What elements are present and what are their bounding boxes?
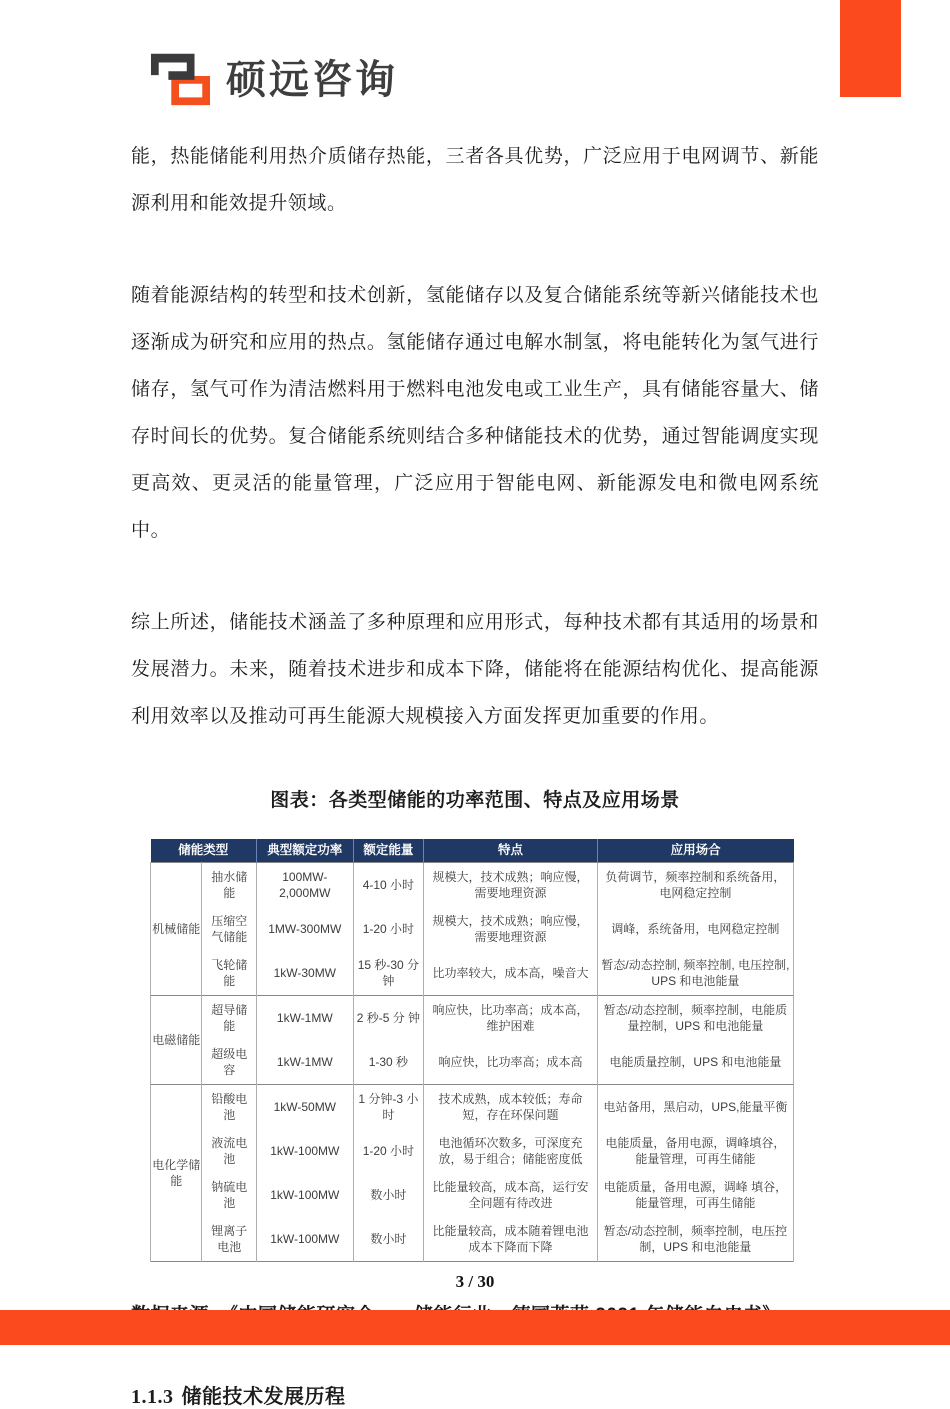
logo-text: 硕远咨询 [226,57,398,102]
table-header-cell: 额定能量 [353,839,424,863]
table-cell-applications: 暂态/动态控制，频率控制，电能质量控制，UPS 和电池能量 [597,996,793,1041]
table-cell-features: 技术成熟，成本较低；寿命短，存在环保问题 [424,1085,598,1130]
table-cell-power: 1kW-1MW [257,1040,353,1085]
table-cell-power: 1MW-300MW [257,907,353,951]
table-header-cell: 应用场合 [597,839,793,863]
table-cell-energy: 4-10 小时 [353,863,424,908]
table-cell-type: 钠硫电池 [202,1173,257,1217]
table-group-label: 机械储能 [151,863,202,996]
table-row [151,1040,794,1085]
table-cell-power: 1kW-1MW [257,996,353,1041]
table-cell-features: 规模大，技术成熟；响应慢，需要地理资源 [424,907,598,951]
table-cell-type: 压缩空气储能 [202,907,257,951]
body-paragraph: 能，热能储能利用热介质储存热能，三者各具优势，广泛应用于电网调节、新能源利用和能效提升领域。 [131,146,819,214]
body-paragraph: 综上所述，储能技术涵盖了多种原理和应用形式，每种技术都有其适用的场景和发展潜力。未来，随着技术进步和成本下降，储能将在能源结构优化、提高能源利用效率以及推动可再生能源大规模接入方面发挥更加重要的作用。 [131,612,819,727]
table-cell-applications: 电能质量控制，UPS 和电池能量 [597,1040,793,1085]
table-cell-energy: 2 秒-5 分 钟 [353,996,424,1041]
table-cell-type: 抽水储能 [202,863,257,908]
table-cell-energy: 15 秒-30 分钟 [353,951,424,996]
table-group-label: 电化学储能 [151,1085,202,1262]
section-title: 储能技术发展历程 [181,1386,346,1408]
table-row [151,1173,794,1217]
table-cell-type: 超级电容 [202,1040,257,1085]
logo-icon [148,47,212,112]
table-cell-applications: 电能质量，备用电源，调峰 填谷，能量管理，可再生储能 [597,1173,793,1217]
bottom-accent-bar [0,1310,950,1345]
table-cell-applications: 暂态/动态控制, 频率控制, 电压控制, UPS 和电池能量 [597,951,793,996]
document-content [131,133,819,1409]
table-cell-features: 规模大，技术成熟；响应慢，需要地理资源 [424,863,598,908]
table-cell-features: 比能量较高，成本随着锂电池成本下降而下降 [424,1217,598,1262]
table-cell-type: 铅酸电池 [202,1085,257,1130]
section-number: 1.1.3 [131,1386,174,1408]
table-cell-energy: 数小时 [353,1173,424,1217]
storage-table-wrap [150,839,794,1262]
table-cell-applications: 电站备用，黑启动，UPS,能量平衡 [597,1085,793,1130]
table-cell-applications: 电能质量，备用电源，调峰填谷，能量管理，可再生储能 [597,1129,793,1173]
table-cell-power: 1kW-30MW [257,951,353,996]
table-cell-power: 1kW-50MW [257,1085,353,1130]
table-cell-type: 超导储能 [202,996,257,1041]
table-cell-features: 响应快，比功率高；成本高，维护困难 [424,996,598,1041]
table-cell-power: 1kW-100MW [257,1217,353,1262]
page-number: 3 / 30 [455,1272,495,1291]
table-cell-energy: 1-20 小时 [353,1129,424,1173]
table-header-cell: 储能类型 [151,839,257,863]
table-row [151,951,794,996]
table-cell-applications: 暂态/动态控制，频率控制，电压控制，UPS 和电池能量 [597,1217,793,1262]
table-cell-type: 液流电池 [202,1129,257,1173]
table-cell-power: 1kW-100MW [257,1129,353,1173]
table-cell-energy: 数小时 [353,1217,424,1262]
body-paragraph: 随着能源结构的转型和技术创新，氢能储存以及复合储能系统等新兴储能技术也逐渐成为研究和应用的热点。氢能储存通过电解水制氢，将电能转化为氢气进行储存，氢气可作为清洁燃料用于燃料电池发电或工业生产，具有储能容量大、储存时间长的优势。复合储能系统则结合多种储能技术的优势，通过智能调度实现更高效、更灵活的能量管理，广泛应用于智能电网、新能源发电和微电网系统中。 [131,285,819,541]
table-cell-applications: 负荷调节，频率控制和系统备用，电网稳定控制 [597,863,793,908]
top-right-accent-block [840,0,901,97]
table-row [151,863,794,908]
table-header-cell: 特点 [424,839,598,863]
table-cell-type: 锂离子电池 [202,1217,257,1262]
table-cell-type: 飞轮储能 [202,951,257,996]
table-cell-features: 电池循环次数多，可深度充放，易于组合；储能密度低 [424,1129,598,1173]
table-cell-power: 1kW-100MW [257,1173,353,1217]
storage-table [150,839,794,1262]
table-cell-energy: 1-30 秒 [353,1040,424,1085]
table-row [151,1217,794,1262]
table-row [151,1085,794,1130]
figure-title: 图表：各类型储能的功率范围、特点及应用场景 [270,790,680,811]
table-cell-energy: 1-20 小时 [353,907,424,951]
table-cell-power: 100MW-2,000MW [257,863,353,908]
table-header-cell: 典型额定功率 [257,839,353,863]
logo [148,47,398,112]
table-group-label: 电磁储能 [151,996,202,1085]
table-cell-features: 比能量较高，成本高，运行安全问题有待改进 [424,1173,598,1217]
table-cell-energy: 1 分钟-3 小时 [353,1085,424,1130]
table-row [151,907,794,951]
table-cell-features: 响应快，比功率高；成本高 [424,1040,598,1085]
table-cell-features: 比功率较大，成本高，噪音大 [424,951,598,996]
table-cell-applications: 调峰，系统备用，电网稳定控制 [597,907,793,951]
table-row [151,1129,794,1173]
table-header-row [151,839,794,863]
table-row [151,996,794,1041]
section-heading [131,1380,819,1409]
